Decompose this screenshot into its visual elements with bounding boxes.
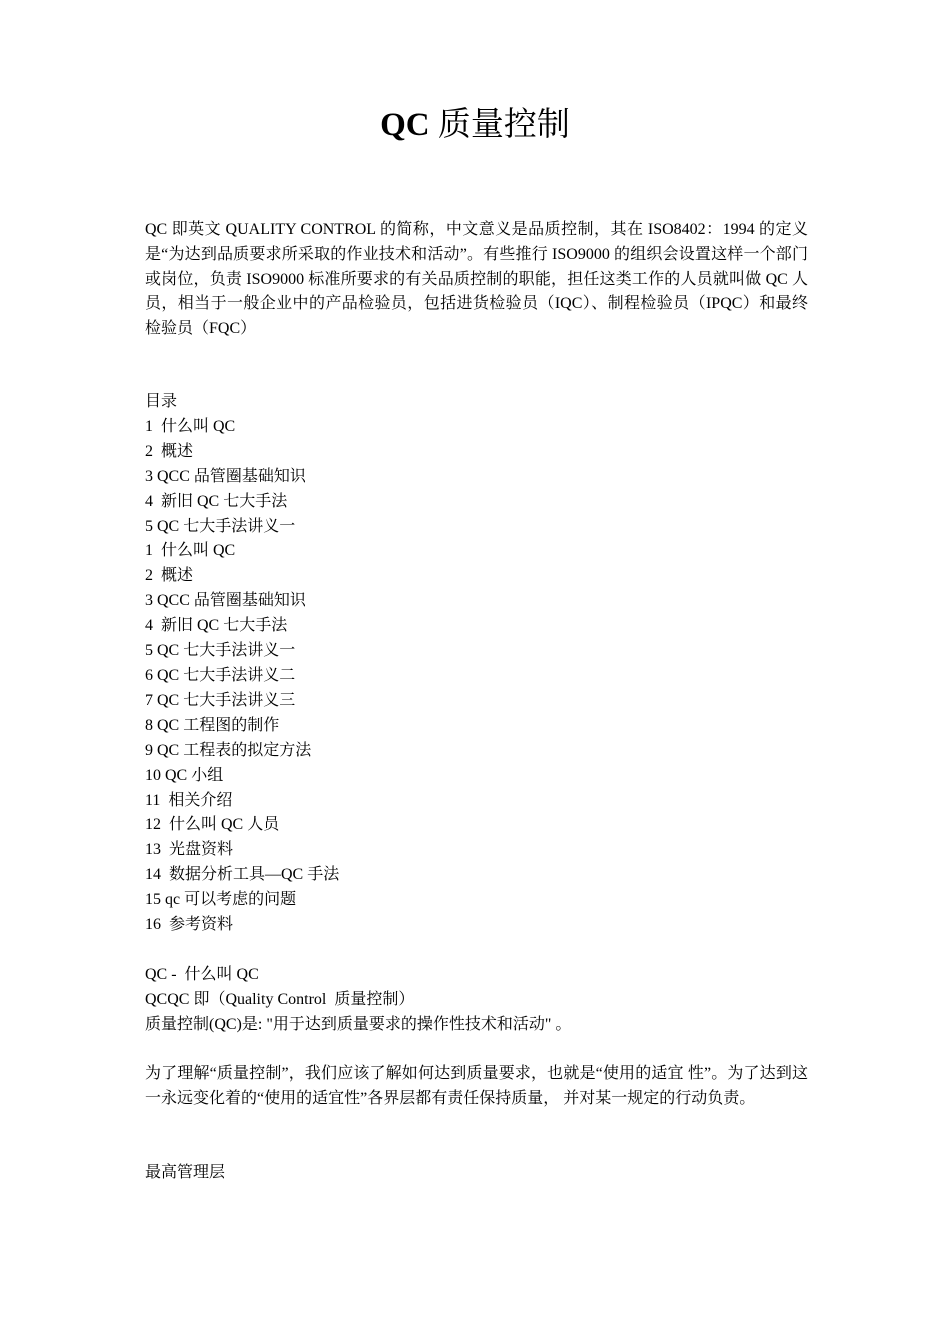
toc-item: 14 数据分析工具—QC 手法: [145, 866, 340, 884]
toc-item: 6 QC 七大手法讲义二: [145, 666, 296, 684]
section-definition-line: QCQC 即（Quality Control 质量控制）: [145, 990, 415, 1008]
section-heading: QC - 什么叫 QC: [145, 966, 259, 983]
document-title-latin: QC: [380, 107, 430, 143]
intro-paragraph: QC 即英文 QUALITY CONTROL 的简称，中文意义是品质控制，其在 ISO8402：1994 的定义是“为达到品质要求所采取的作业技术和活动”。有些推行 ISO9000 的组织会设置这样一个部门或岗位，负责 ISO9000 标准所要求的有关品质控制的职能，担任这类工作的人员就叫做 QC 人员，相当于一般企业中的产品检验员，包括进货检验员（IQC）、制程检验员（IPQC）和最终检验员（FQC）: [145, 221, 808, 338]
table-of-contents: [145, 390, 808, 938]
toc-item: 1 什么叫 QC: [145, 417, 236, 435]
toc-item: 16 参考资料: [145, 916, 234, 934]
toc-item: 2 概述: [145, 567, 194, 585]
toc-item: 15 qc 可以考虑的问题: [145, 891, 297, 909]
toc-item: 4 新旧 QC 七大手法: [145, 617, 288, 635]
toc-item: 4 新旧 QC 七大手法: [145, 492, 288, 510]
document-title-cjk: 质量控制: [429, 107, 570, 143]
toc-item: 10 QC 小组: [145, 766, 224, 784]
toc-item: 12 什么叫 QC 人员: [145, 816, 280, 834]
what-is-qc-section: [145, 963, 808, 1038]
document-title: [0, 103, 950, 147]
toc-item: 1 什么叫 QC: [145, 542, 236, 560]
toc-item: 9 QC 工程表的拟定方法: [145, 741, 312, 759]
toc-item: 3 QCC 品管圈基础知识: [145, 592, 306, 610]
toc-item: 5 QC 七大手法讲义一: [145, 517, 296, 535]
toc-item: 11 相关介绍: [145, 791, 233, 809]
section-quality-control-line: 质量控制(QC)是: "用于达到质量要求的操作性技术和活动" 。: [145, 1015, 572, 1033]
toc-item: 13 光盘资料: [145, 841, 234, 859]
understanding-paragraph: 为了理解“质量控制”，我们应该了解如何达到质量要求，也就是“使用的适宜 性”。为了达到这一永远变化着的“使用的适宜性”各界层都有责任保持质量， 并对某一规定的行动负责。: [145, 1065, 808, 1107]
toc-item: 3 QCC 品管圈基础知识: [145, 467, 306, 485]
toc-item: 7 QC 七大手法讲义三: [145, 691, 296, 709]
toc-item: 2 概述: [145, 442, 194, 460]
toc-item: 8 QC 工程图的制作: [145, 716, 280, 734]
toc-item: 5 QC 七大手法讲义一: [145, 642, 296, 660]
top-management-label: 最高管理层: [145, 1164, 226, 1181]
toc-heading: 目录: [145, 393, 178, 410]
